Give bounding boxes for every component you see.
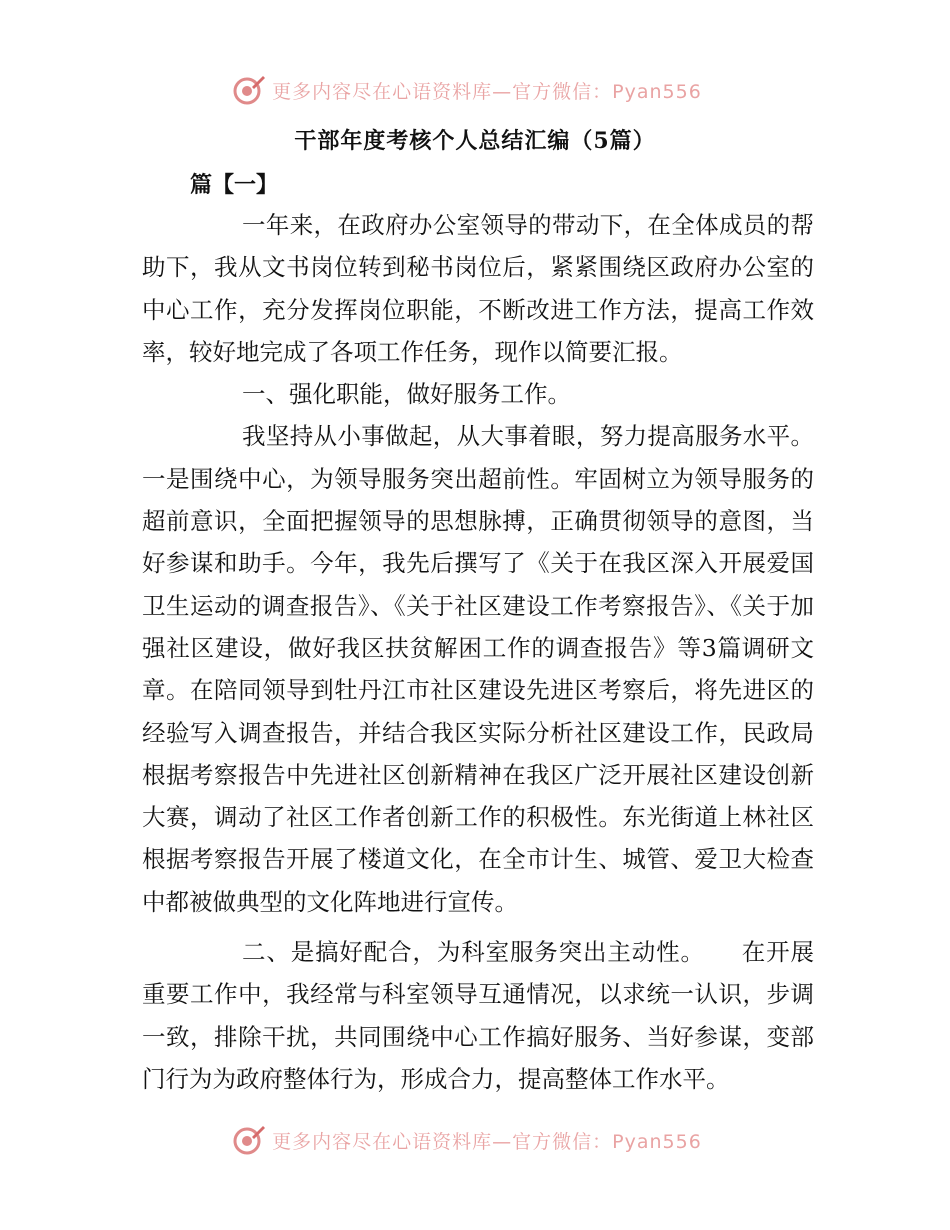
paragraph-service: 我坚持从小事做起，从大事着眼，努力提高服务水平。一是围绕中心，为领导服务突出超前性。牢固树立为领导服务的超前意识，全面把握领导的思想脉搏，正确贯彻领导的意图，当好参谋和助手。今年，我先后撰写了《关于在我区深入开展爱国卫生运动的调查报告》、《关于社区建设工作考察报告》、《关于加强社区建设，做好我区扶贫解困工作的调查报告》等3篇调研文章。在陪同领导到牡丹江市社区建设先进区考察后，将先进区的经验写入调查报告，并结合我区实际分析社区建设工作，民政局根据考察报告中先进社区创新精神在我区广泛开展社区建设创新大赛，调动了社区工作者创新工作的积极性。东光街道上林社区根据考察报告开展了楼道文化，在全市计生、城管、爱卫大检查中都被做典型的文化阵地进行宣传。 (142, 422, 814, 916)
pen-seal-icon (232, 73, 266, 107)
paragraph-intro: 一年来，在政府办公室领导的带动下，在全体成员的帮助下，我从文书岗位转到秘书岗位后，紧紧围绕区政府办公室的中心工作，充分发挥岗位职能，不断改进工作方法，提高工作效率，较好地完成了各项工作任务，现作以简要汇报。 (142, 211, 814, 366)
watermark-banner-bottom (0, 1120, 950, 1160)
watermark-text: 更多内容尽在心语资料库—官方微信：Pyan556 (272, 80, 702, 103)
watermark-banner-top (0, 70, 950, 110)
paragraph-heading-1: 一、强化职能，做好服务工作。 (242, 380, 571, 409)
watermark-text: 更多内容尽在心语资料库—官方微信：Pyan556 (272, 1130, 702, 1153)
document-title: 干部年度考核个人总结汇编（5篇） (294, 128, 656, 154)
pen-seal-icon (232, 1123, 266, 1157)
paragraph-cooperation: 二、是搞好配合，为科室服务突出主动性。 在开展重要工作中，我经常与科室领导互通情况，以求统一认识，步调一致，排除干扰，共同围绕中心工作搞好服务、当好参谋，变部门行为为政府整体行为，形成合力，提高整体工作水平。 (142, 938, 814, 1093)
document-body (142, 204, 814, 1100)
section-label: 篇【一】 (190, 172, 279, 198)
